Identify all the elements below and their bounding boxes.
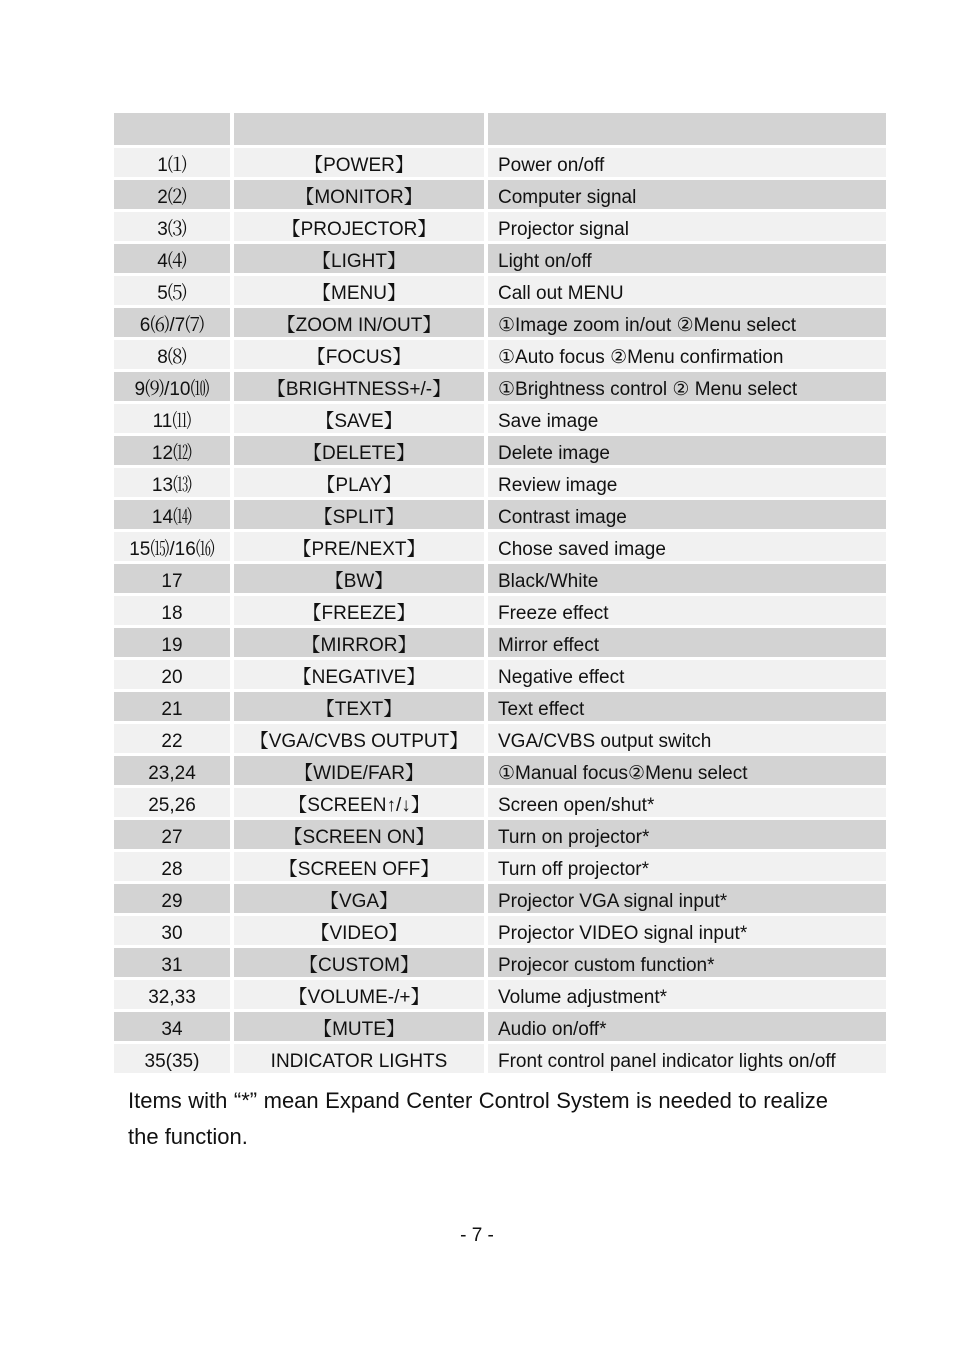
cell-function: ①Manual focus②Menu select <box>488 756 886 785</box>
cell-number: 4⑷ <box>114 244 230 273</box>
cell-key: 【BW】 <box>234 564 484 593</box>
cell-number: 14⒁ <box>114 500 230 529</box>
cell-function: ①Image zoom in/out ②Menu select <box>488 308 886 337</box>
cell-number: 19 <box>114 628 230 657</box>
cell-function: Mirror effect <box>488 628 886 657</box>
table-row <box>114 1044 886 1073</box>
table-row <box>114 276 886 305</box>
table-row <box>114 660 886 689</box>
cell-number: 29 <box>114 884 230 913</box>
table-row <box>114 948 886 977</box>
cell-number: 25,26 <box>114 788 230 817</box>
table-row <box>114 564 886 593</box>
table-row <box>114 628 886 657</box>
cell-key: 【FREEZE】 <box>234 596 484 625</box>
cell-function: Volume adjustment* <box>488 980 886 1009</box>
cell-number: 3⑶ <box>114 212 230 241</box>
table-row <box>114 788 886 817</box>
cell-key: 【BRIGHTNESS+/-】 <box>234 372 484 401</box>
cell-number: 30 <box>114 916 230 945</box>
table-row <box>114 404 886 433</box>
table-row <box>114 148 886 177</box>
table-header-row <box>114 113 886 145</box>
table-row <box>114 596 886 625</box>
cell-number: 34 <box>114 1012 230 1041</box>
table-row <box>114 884 886 913</box>
cell-key: 【VOLUME-/+】 <box>234 980 484 1009</box>
cell-function: Audio on/off* <box>488 1012 886 1041</box>
table-row <box>114 212 886 241</box>
table-row <box>114 340 886 369</box>
cell-number: 11⑾ <box>114 404 230 433</box>
footnote: Items with “*” mean Expand Center Control System is needed to realize the function. <box>128 1088 828 1149</box>
cell-key: 【MENU】 <box>234 276 484 305</box>
cell-function: Projector VGA signal input* <box>488 884 886 913</box>
cell-function: Freeze effect <box>488 596 886 625</box>
cell-number: 27 <box>114 820 230 849</box>
table-row <box>114 532 886 561</box>
cell-number: 18 <box>114 596 230 625</box>
cell-key: 【PRE/NEXT】 <box>234 532 484 561</box>
cell-number: 5⑸ <box>114 276 230 305</box>
cell-function: Computer signal <box>488 180 886 209</box>
cell-number: 9⑼/10⑽ <box>114 372 230 401</box>
cell-key: 【MIRROR】 <box>234 628 484 657</box>
cell-number: 6⑹/7⑺ <box>114 308 230 337</box>
cell-key: 【VGA】 <box>234 884 484 913</box>
cell-function: Light on/off <box>488 244 886 273</box>
cell-function: VGA/CVBS output switch <box>488 724 886 753</box>
table-row <box>114 500 886 529</box>
function-table <box>114 113 886 1073</box>
table-row <box>114 436 886 465</box>
table-row <box>114 244 886 273</box>
cell-function: Contrast image <box>488 500 886 529</box>
cell-key: 【WIDE/FAR】 <box>234 756 484 785</box>
cell-function: Delete image <box>488 436 886 465</box>
cell-key: 【DELETE】 <box>234 436 484 465</box>
cell-function: Turn off projector* <box>488 852 886 881</box>
table-row <box>114 980 886 1009</box>
cell-key: 【SPLIT】 <box>234 500 484 529</box>
cell-number: 8⑻ <box>114 340 230 369</box>
cell-key: 【CUSTOM】 <box>234 948 484 977</box>
cell-number: 15⒂/16⒃ <box>114 532 230 561</box>
cell-number: 35(35) <box>114 1044 230 1073</box>
cell-function: ①Brightness control ② Menu select <box>488 372 886 401</box>
cell-function: Turn on projector* <box>488 820 886 849</box>
cell-key: 【LIGHT】 <box>234 244 484 273</box>
table-row <box>114 468 886 497</box>
cell-key: 【SCREEN OFF】 <box>234 852 484 881</box>
cell-number: 20 <box>114 660 230 689</box>
cell-number: 31 <box>114 948 230 977</box>
cell-number: 1⑴ <box>114 148 230 177</box>
table-row <box>114 852 886 881</box>
cell-key: 【NEGATIVE】 <box>234 660 484 689</box>
table-body <box>114 148 886 1073</box>
table-row <box>114 372 886 401</box>
cell-key: 【ZOOM IN/OUT】 <box>234 308 484 337</box>
cell-function: Screen open/shut* <box>488 788 886 817</box>
cell-key: 【MUTE】 <box>234 1012 484 1041</box>
table-row <box>114 756 886 785</box>
cell-number: 28 <box>114 852 230 881</box>
page-number: - 7 - <box>460 1225 494 1246</box>
cell-number: 21 <box>114 692 230 721</box>
cell-function: Save image <box>488 404 886 433</box>
header-cell-number <box>114 113 230 145</box>
cell-number: 13⒀ <box>114 468 230 497</box>
table-row <box>114 180 886 209</box>
cell-key: 【SCREEN ON】 <box>234 820 484 849</box>
cell-key: 【VGA/CVBS OUTPUT】 <box>234 724 484 753</box>
cell-function: Chose saved image <box>488 532 886 561</box>
cell-key: INDICATOR LIGHTS <box>234 1044 484 1073</box>
table-row <box>114 1012 886 1041</box>
cell-function: Front control panel indicator lights on/off <box>488 1044 886 1073</box>
cell-number: 32,33 <box>114 980 230 1009</box>
table-row <box>114 308 886 337</box>
header-cell-key <box>234 113 484 145</box>
cell-function: Black/White <box>488 564 886 593</box>
cell-number: 2⑵ <box>114 180 230 209</box>
cell-function: Projecor custom function* <box>488 948 886 977</box>
cell-function: Projector signal <box>488 212 886 241</box>
cell-number: 17 <box>114 564 230 593</box>
cell-key: 【SCREEN↑/↓】 <box>234 788 484 817</box>
cell-key: 【FOCUS】 <box>234 340 484 369</box>
cell-number: 23,24 <box>114 756 230 785</box>
cell-function: Review image <box>488 468 886 497</box>
cell-number: 12⑿ <box>114 436 230 465</box>
cell-key: 【MONITOR】 <box>234 180 484 209</box>
cell-function: Negative effect <box>488 660 886 689</box>
cell-key: 【SAVE】 <box>234 404 484 433</box>
cell-key: 【PROJECTOR】 <box>234 212 484 241</box>
cell-function: Power on/off <box>488 148 886 177</box>
table-row <box>114 820 886 849</box>
cell-key: 【POWER】 <box>234 148 484 177</box>
cell-function: Projector VIDEO signal input* <box>488 916 886 945</box>
cell-function: Call out MENU <box>488 276 886 305</box>
cell-number: 22 <box>114 724 230 753</box>
table-row <box>114 916 886 945</box>
cell-function: Text effect <box>488 692 886 721</box>
header-cell-function <box>488 113 886 145</box>
cell-function: ①Auto focus ②Menu confirmation <box>488 340 886 369</box>
table-row <box>114 692 886 721</box>
table-row <box>114 724 886 753</box>
cell-key: 【TEXT】 <box>234 692 484 721</box>
cell-key: 【VIDEO】 <box>234 916 484 945</box>
cell-key: 【PLAY】 <box>234 468 484 497</box>
